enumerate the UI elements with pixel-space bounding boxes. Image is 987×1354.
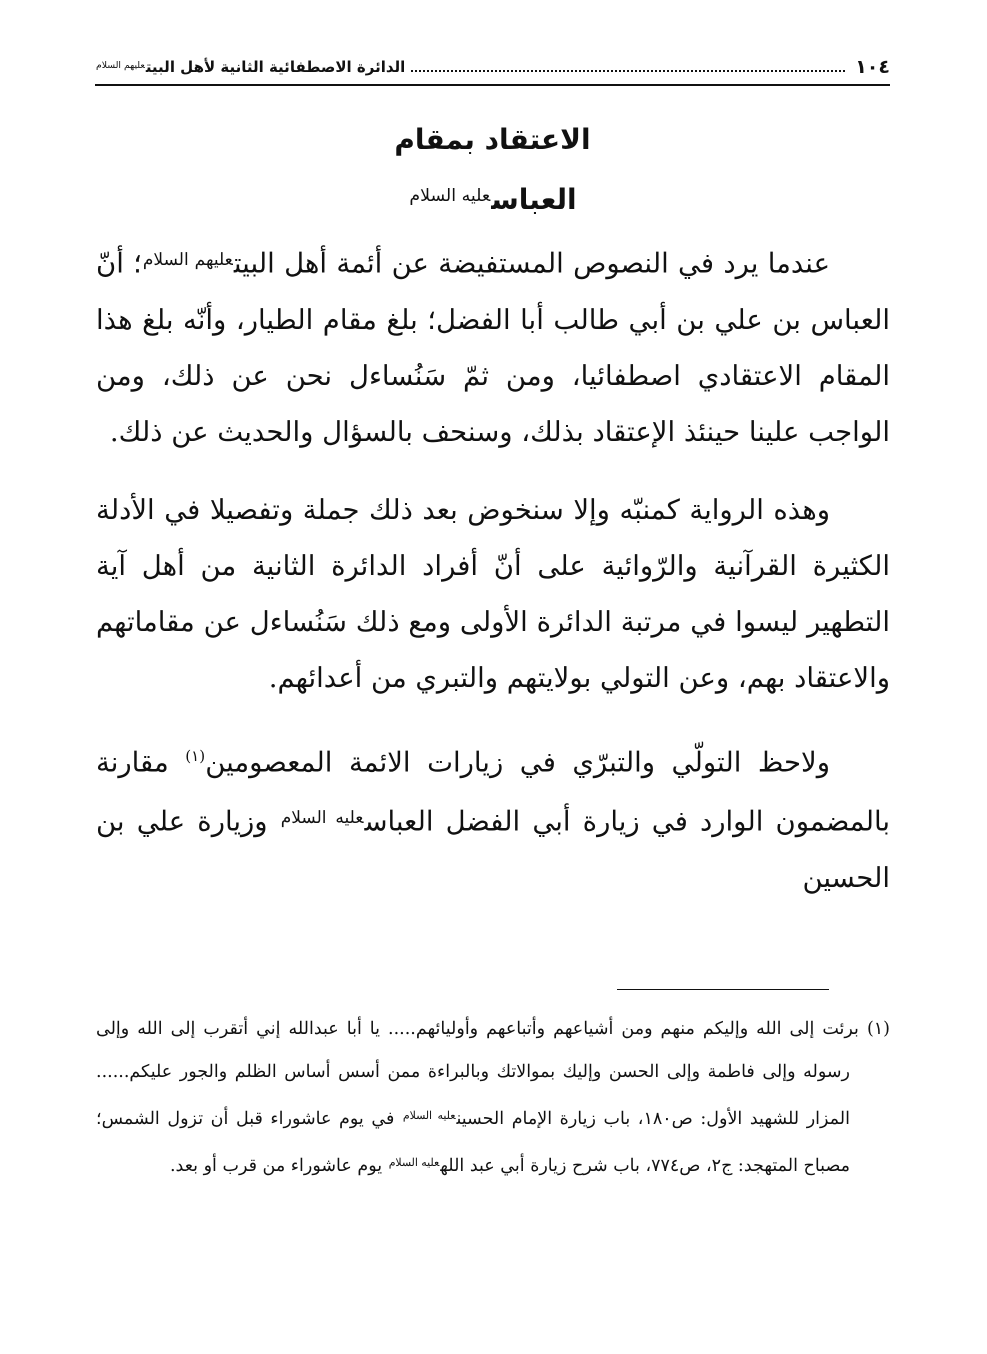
paragraph-1-text-b: ؛ أنّ العباس بن علي بن أبي طالب أبا الفضل؛ بلغ مقام الطيار، وأنّه بلغ هذا المقام الاعتقادي اصطفائيا، ومن ثمّ سَنُساءل نحن عن ذلك، ومن الواجب علينا حينئذ الإعتقاد بذلك، وسنحف بالسؤال والحديث عن ذلك. [96, 247, 890, 448]
running-title [95, 58, 405, 76]
paragraph-3 [96, 728, 890, 906]
body-text [96, 232, 890, 906]
footnote-marker: (١) [866, 1019, 890, 1039]
header-dot-leader [411, 70, 845, 72]
footnote [96, 1008, 890, 1188]
paragraph-1-text-a: عندما يرد في النصوص المستفيضة عن أئمة أهل البيت [233, 247, 831, 280]
paragraph-1-honorific: عليهم السلام [142, 250, 233, 270]
paragraph-1 [96, 232, 890, 460]
footnote-text-c: يوم عاشوراء من قرب أو بعد. [169, 1155, 388, 1176]
footnote-text [96, 1008, 890, 1188]
footnote-reference[interactable]: (١) [185, 746, 206, 765]
heading-line-2 [95, 168, 890, 228]
running-title-honorific: عليهم السلام [96, 59, 145, 71]
running-title-text: الدائرة الاصطفائية الثانية لأهل البيت [145, 58, 406, 76]
paragraph-3-text-c: وزيارة علي بن الحسين [96, 805, 890, 894]
footnote-text-a: برئت إلى الله وإليكم منهم ومن أشياعهم وأتباعهم وأوليائهم..... يا أبا عبدالله إني أتقرب إلى الله وإلى رسوله وإلى فاطمة وإلى الحسن وإليك بموالاتك وبالبراءة ممن أسس أساس الظلم والجور عليكم...... المزار للشهيد الأول: ص١٨٠، باب زيارة الإمام الحسين [96, 1019, 867, 1129]
footnote-text-b: في يوم عاشوراء قبل أن تزول الشمس؛ مصباح المتهجد: ج٢، ص٧٧٤، باب شرح زيارة أبي عبد الله [96, 1108, 850, 1176]
chapter-heading [95, 112, 890, 228]
page-number: ١٠٤ [855, 56, 890, 78]
footnote-separator [617, 989, 829, 990]
heading-honorific: عليه السلام [409, 186, 491, 206]
footnote-honorific-1: عليه السلام [402, 1109, 456, 1122]
paragraph-2: وهذه الرواية كمنبّه وإلا سنخوض بعد ذلك جملة وتفصيلا في الأدلة الكثيرة القرآنية والرّوائية على أنّ أفراد الدائرة الثانية من أهل آية التطهير ليسوا في مرتبة الدائرة الأولى ومع ذلك سَنُساءل عن مقاماتهم والاعتقاد بهم، وعن التولي بولايتهم والتبري من أعدائهم. [96, 493, 890, 694]
footnote-honorific-2: عليه السلام [388, 1155, 440, 1169]
paragraph-3-text-b: مقارنة بالمضمون الوارد في زيارة أبي الفضل العباس [96, 746, 890, 838]
heading-line-1: الاعتقاد بمقام [394, 123, 591, 156]
paragraph-3-honorific: عليه السلام [280, 808, 364, 829]
running-header [95, 50, 890, 86]
heading-name: العباس [491, 182, 577, 216]
paragraph-3-text-a: ولاحظ التولّي والتبرّي في زيارات الائمة المعصومين [205, 746, 830, 779]
